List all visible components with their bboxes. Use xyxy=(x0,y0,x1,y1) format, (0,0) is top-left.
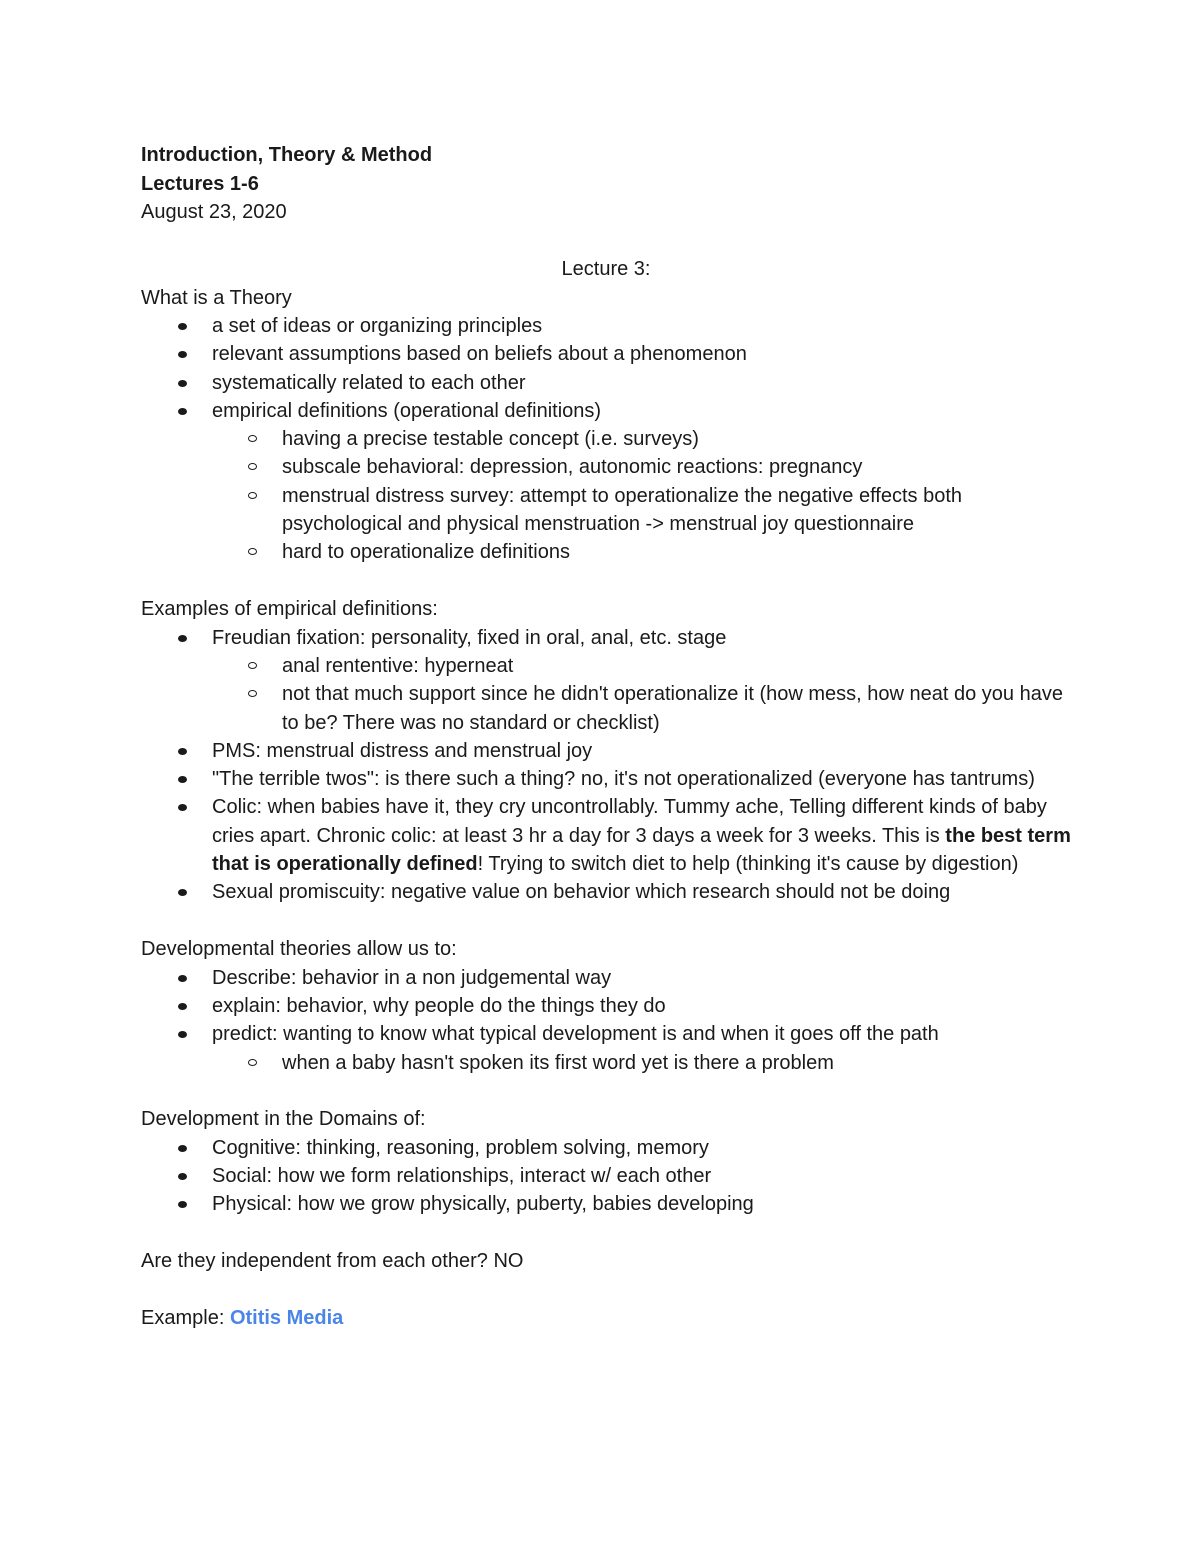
spacer xyxy=(141,1276,1071,1305)
example-label: Example: xyxy=(141,1307,230,1330)
list-item: Cognitive: thinking, reasoning, problem solving, memory xyxy=(141,1134,1071,1162)
list-item: a set of ideas or organizing principles xyxy=(141,312,1071,340)
spacer xyxy=(141,1077,1071,1106)
domains-list xyxy=(141,1134,1071,1219)
colic-emphasis: the best term that is operationally defined xyxy=(212,824,1071,876)
spacer xyxy=(141,1219,1071,1248)
independence-question: Are they independent from each other? NO xyxy=(141,1250,524,1273)
section-heading-domains: Development in the Domains of: xyxy=(141,1108,426,1131)
section-heading-theory: What is a Theory xyxy=(141,286,292,309)
list-item: Sexual promiscuity: negative value on behavior which research should not be doing xyxy=(141,878,1071,906)
spacer xyxy=(141,567,1071,596)
sub-list-item: hard to operationalize definitions xyxy=(141,538,1071,566)
theory-list xyxy=(141,312,1071,567)
list-item-colic xyxy=(141,793,1071,878)
list-item: systematically related to each other xyxy=(141,369,1071,397)
list-item: Physical: how we grow physically, puberty, babies developing xyxy=(141,1190,1071,1218)
sub-list-item: when a baby hasn't spoken its first word yet is there a problem xyxy=(141,1049,1071,1077)
list-item: Describe: behavior in a non judgemental way xyxy=(141,964,1071,992)
sub-list-item: anal rententive: hyperneat xyxy=(141,652,1071,680)
document-date: August 23, 2020 xyxy=(141,201,287,223)
sub-list-item: having a precise testable concept (i.e. surveys) xyxy=(141,425,1071,453)
lecture-heading: Lecture 3: xyxy=(561,258,651,280)
colic-text-end: ! Trying to switch diet to help (thinking it's cause by digestion) xyxy=(477,853,1019,876)
sub-list-item: subscale behavioral: depression, autonomic reactions: pregnancy xyxy=(141,453,1071,481)
list-item: Social: how we form relationships, interact w/ each other xyxy=(141,1162,1071,1190)
developmental-list xyxy=(141,964,1071,1077)
otitis-media-link[interactable]: Otitis Media xyxy=(229,1307,344,1330)
sub-list-item: menstrual distress survey: attempt to operationalize the negative effects both psychological and physical menstruation -> menstrual joy questionnaire xyxy=(141,482,1071,539)
list-item: PMS: menstrual distress and menstrual joy xyxy=(141,737,1071,765)
spacer xyxy=(141,907,1071,936)
list-item: relevant assumptions based on beliefs about a phenomenon xyxy=(141,340,1071,368)
example-line xyxy=(141,1304,1071,1333)
list-item: predict: wanting to know what typical development is and when it goes off the path xyxy=(141,1020,1071,1048)
list-item: explain: behavior, why people do the things they do xyxy=(141,992,1071,1020)
document-title: Introduction, Theory & Method xyxy=(141,144,433,166)
colic-text: Colic: when babies have it, they cry uncontrollably. Tummy ache, Telling different kinds of baby cries apart. Chronic colic: at least 3 hr a day for 3 days a week for 3 weeks. This is xyxy=(212,796,1047,847)
list-item: "The terrible twos": is there such a thing? no, it's not operationalized (everyone has tantrums) xyxy=(141,765,1071,793)
examples-list xyxy=(141,624,1071,907)
document-page xyxy=(141,141,1071,1333)
list-item: empirical definitions (operational definitions) xyxy=(141,397,1071,425)
section-heading-examples: Examples of empirical definitions: xyxy=(141,598,438,621)
document-subtitle: Lectures 1-6 xyxy=(141,172,259,195)
sub-list-item: not that much support since he didn't operationalize it (how mess, how neat do you have to be? There was no standard or checklist) xyxy=(141,680,1071,737)
spacer xyxy=(141,227,1071,256)
section-heading-developmental: Developmental theories allow us to: xyxy=(141,938,457,961)
list-item: Freudian fixation: personality, fixed in oral, anal, etc. stage xyxy=(141,624,1071,652)
